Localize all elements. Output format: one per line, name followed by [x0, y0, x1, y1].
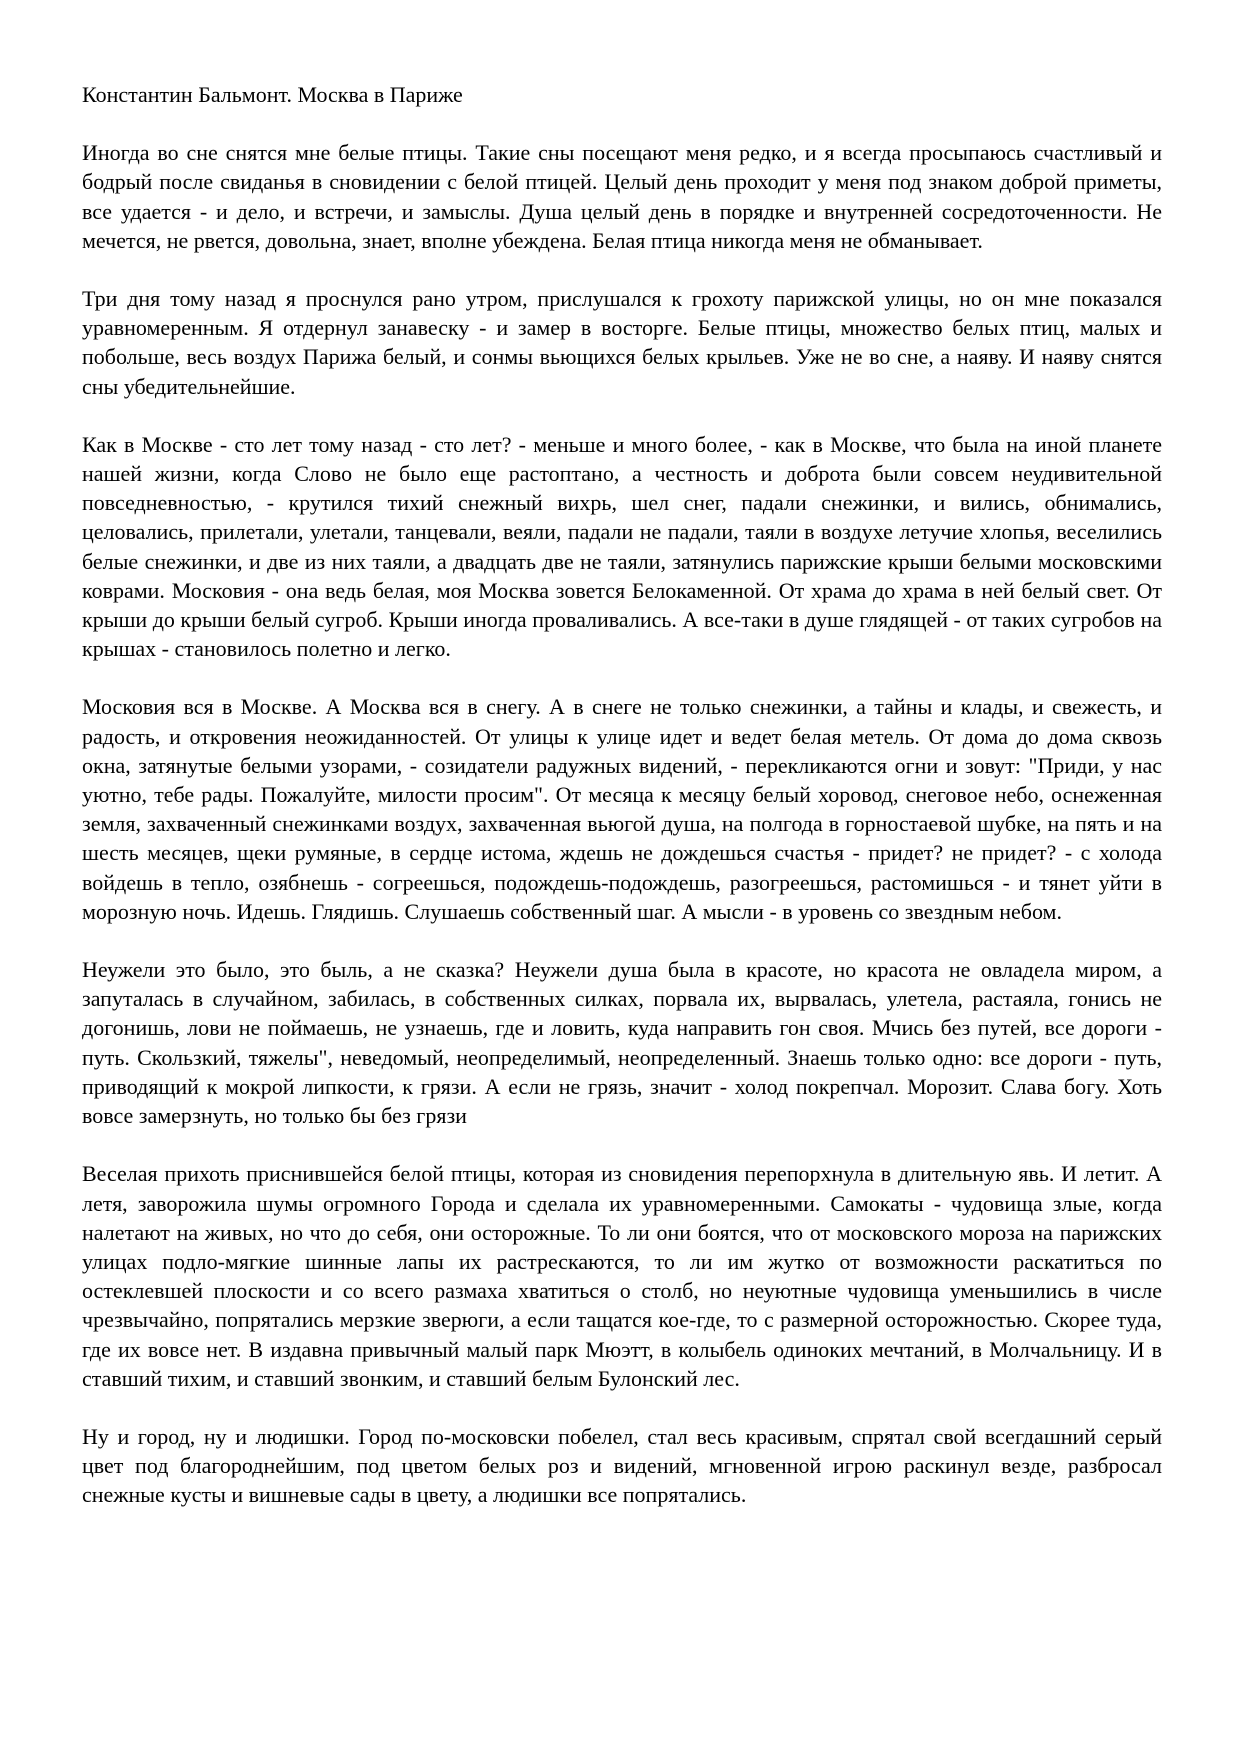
- paragraph: Как в Москве - сто лет тому назад - сто лет? - меньше и много более, - как в Москве, что была на иной планете нашей жизни, когда Слово не было еще растоптано, а честность и доброта были совсем неудивительной повседневностью, - крутился тихий снежный вихрь, шел снег, падали снежинки, и вились, обнимались, целовались, прилетали, улетали, танцевали, веяли, падали не падали, таяли в воздухе летучие хлопья, веселились белые снежинки, и две из них таяли, а двадцать две не таяли, затянулись парижские крыши белыми московскими коврами. Московия - она ведь белая, моя Москва зовется Белокаменной. От храма до храма в ней белый свет. От крыши до крыши белый сугроб. Крыши иногда проваливались. А все-таки в душе глядящей - от таких сугробов на крышах - становилось полетно и легко.: [82, 431, 1162, 662]
- paragraph: Неужели это было, это быль, а не сказка? Неужели душа была в красоте, но красота не овладела миром, а запуталась в случайном, забилась, в собственных силках, порвала их, вырвалась, улетела, растаяла, гонись не догонишь, лови не поймаешь, не узнаешь, где и ловить, куда направить гон своя. Мчись без путей, все дороги - путь. Скользкий, тяжелы", неведомый, неопределимый, неопределенный. Знаешь только одно: все дороги - путь, приводящий к мокрой липкости, к грязи. А если не грязь, значит - холод покрепчал. Морозит. Слава богу. Хоть вовсе замерзнуть, но только бы без грязи: [82, 957, 1162, 1129]
- document-page: [82, 80, 1162, 1539]
- paragraph: Московия вся в Москве. А Москва вся в снегу. А в снеге не только снежинки, а тайны и клады, и свежесть, и радость, и откровения неожиданностей. От улицы к улице идет и ведет белая метель. От дома до дома сквозь окна, затянутые белыми узорами, - созидатели радужных видений, - перекликаются огни и зовут: "Приди, у нас уютно, тебе рады. Пожалуйте, милости просим". От месяца к месяцу белый хоровод, снеговое небо, оснеженная земля, захваченный снежинками воздух, захваченная вьюгой душа, на полгода в горностаевой шубке, на пять и на шесть месяцев, щеки румяные, в сердце истома, ждешь не дождешься счастья - придет? не придет? - с холода войдешь в тепло, озябнешь - согреешься, подождешь-подождешь, разогреешься, растомишься - и тянет уйти в морозную ночь. Идешь. Глядишь. Слушаешь собственный шаг. А мысли - в уровень со звездным небом.: [82, 694, 1162, 924]
- document-title: Константин Бальмонт. Москва в Париже: [82, 82, 463, 107]
- paragraph: Веселая прихоть приснившейся белой птицы, которая из сновидения перепорхнула в длительную явь. И летит. А летя, заворожила шумы огромного Города и сделала их уравномеренными. Самокаты - чудовища злые, когда налетают на живых, но что до себя, они осторожные. То ли они боятся, что от московского мороза на парижских улицах подло-мягкие шинные лапы их растрескаются, то ли им жутко от возможности раскатиться по остеклевшей плоскости и со всего размаха хватиться о столб, но неуютные чудовища уменьшились в числе чрезвычайно, попрятались мерзкие зверюги, а если тащатся кое-где, то с размерной осторожностью. Скорее туда, где их вовсе нет. В издавна привычный малый парк Мюэтт, в колыбель одиноких мечтаний, в Молчальницу. И в ставший тихим, и ставший звонким, и ставший белым Булонский лес.: [82, 1161, 1162, 1391]
- paragraph: Три дня тому назад я проснулся рано утром, прислушался к грохоту парижской улицы, но он мне показался уравномеренным. Я отдернул занавеску - и замер в восторге. Белые птицы, множество белых птиц, малых и побольше, весь воздух Парижа белый, и сонмы вьющихся белых крыльев. Уже не во сне, а наяву. И наяву снятся сны убедительнейшие.: [82, 286, 1162, 399]
- paragraph: Ну и город, ну и людишки. Город по-московски побелел, стал весь красивым, спрятал свой всегдашний серый цвет под благороднейшим, под цветом белых роз и видений, мгновенной игрою раскинул везде, разбросал снежные кусты и вишневые сады в цвету, а людишки все попрятались.: [82, 1423, 1162, 1508]
- paragraph: Иногда во сне снятся мне белые птицы. Такие сны посещают меня редко, и я всегда просыпаюсь счастливый и бодрый после свиданья в сновидении с белой птицей. Целый день проходит у меня под знаком доброй приметы, все удается - и дело, и встречи, и замыслы. Душа целый день в порядке и внутренней сосредоточенности. Не мечется, не рвется, довольна, знает, вполне убеждена. Белая птица никогда меня не обманывает.: [82, 140, 1162, 253]
